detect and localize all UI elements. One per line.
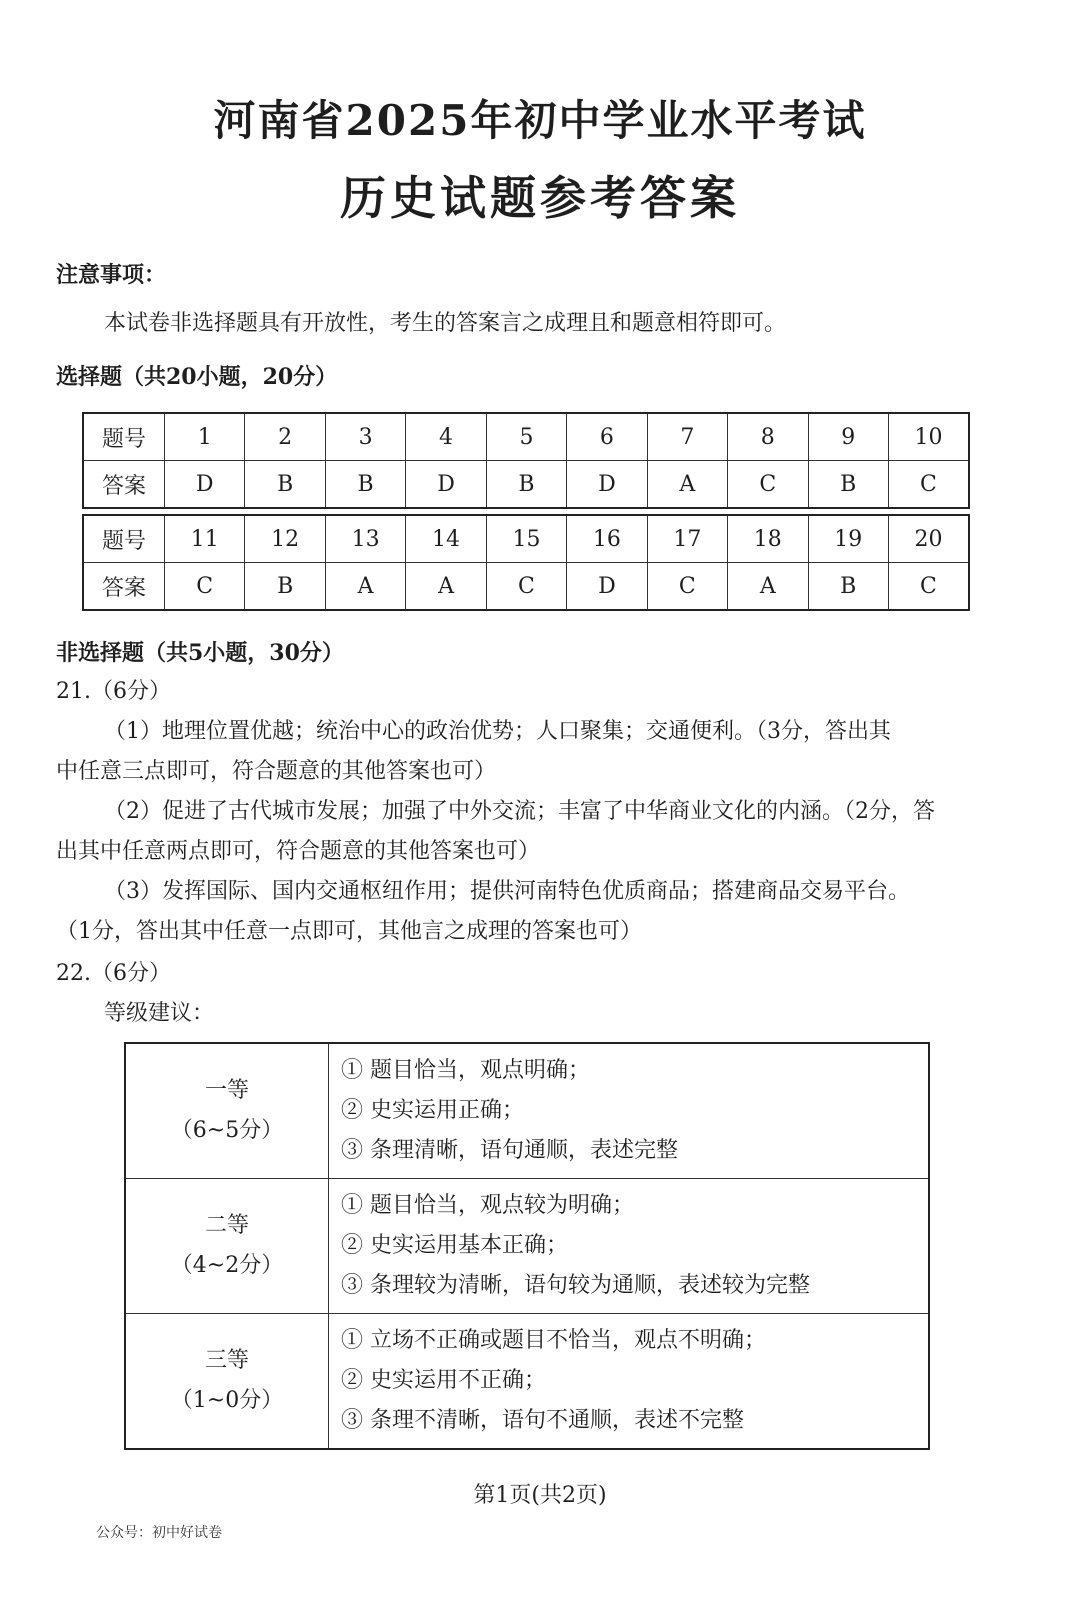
answer-cell: D — [406, 461, 486, 509]
criterion-item: ② 史实运用正确； — [341, 1098, 524, 1123]
question-number-cell: 20 — [888, 515, 969, 563]
answer-cell: D — [567, 563, 647, 611]
question-number-cell: 19 — [808, 515, 888, 563]
question-number-cell: 17 — [647, 515, 727, 563]
grade-criteria — [329, 1314, 930, 1450]
question-number-cell: 6 — [567, 413, 647, 461]
answer-cell: B — [245, 461, 325, 509]
q21-label: 21.（6分） — [56, 679, 171, 704]
grade-name: 二等 — [204, 1213, 249, 1238]
answer-cell: C — [888, 461, 969, 509]
question-number-cell: 4 — [406, 413, 486, 461]
grade-level — [125, 1314, 329, 1450]
grade-score: （4~2分） — [170, 1253, 284, 1278]
grade-criteria — [329, 1179, 930, 1314]
grade-score: （6~5分） — [170, 1118, 284, 1143]
question-number-cell: 5 — [486, 413, 566, 461]
table-row-answers — [83, 563, 969, 611]
grade-criteria — [329, 1043, 930, 1179]
page-number: 第1页(共2页) — [473, 1483, 607, 1508]
question-number-cell: 7 — [647, 413, 727, 461]
exam-subtitle: 历史试题参考答案 — [340, 171, 740, 225]
question-number-cell: 13 — [325, 515, 405, 563]
grade-level — [125, 1179, 329, 1314]
question-number-cell: 14 — [406, 515, 486, 563]
mc-heading: 选择题（共20小题，20分） — [56, 364, 338, 390]
answer-cell: A — [728, 563, 808, 611]
question-number-cell: 9 — [808, 413, 888, 461]
question-number-cell: 15 — [486, 515, 566, 563]
answer-cell: B — [808, 461, 888, 509]
question-number-cell: 12 — [245, 515, 325, 563]
nonmc-heading: 非选择题（共5小题，30分） — [56, 640, 344, 666]
question-number-cell: 8 — [728, 413, 808, 461]
watermark: 公众号：初中好试卷 — [96, 1525, 222, 1541]
grade-name: 三等 — [204, 1348, 249, 1373]
question-number-cell: 2 — [245, 413, 325, 461]
q21-part1-line1: （1）地理位置优越；统治中心的政治优势；人口聚集；交通便利。（3分，答出其 — [104, 719, 891, 744]
answer-cell: B — [808, 563, 888, 611]
answer-cell: C — [728, 461, 808, 509]
criterion-item: ② 史实运用基本正确； — [341, 1233, 568, 1258]
answer-cell: C — [486, 563, 566, 611]
criterion-item: ③ 条理不清晰，语句不通顺，表述不完整 — [341, 1408, 744, 1433]
q21-part1-line2: 中任意三点即可，符合题意的其他答案也可） — [56, 759, 497, 784]
q21-part3-line2: （1分，答出其中任意一点即可，其他言之成理的答案也可） — [56, 919, 642, 944]
notice-heading: 注意事项： — [56, 262, 167, 288]
mc-answer-table-2 — [82, 514, 970, 611]
table-row-numbers — [83, 515, 969, 563]
q21-part3-line1: （3）发挥国际、国内交通枢纽作用；提供河南特色优质商品；搭建商品交易平台。 — [104, 879, 910, 904]
grade-row — [125, 1179, 929, 1314]
answer-cell: C — [888, 563, 969, 611]
criterion-item: ② 史实运用不正确； — [341, 1368, 546, 1393]
criterion-item: ③ 条理清晰，语句通顺，表述完整 — [341, 1138, 678, 1163]
q22-label: 22.（6分） — [56, 961, 171, 986]
answer-cell: A — [647, 461, 727, 509]
answer-cell: D — [567, 461, 647, 509]
answer-cell: B — [325, 461, 405, 509]
answer-cell: D — [165, 461, 245, 509]
answer-cell: C — [647, 563, 727, 611]
answer-cell: C — [165, 563, 245, 611]
answer-cell: B — [486, 461, 566, 509]
criterion-item: ③ 条理较为清晰，语句较为通顺，表述较为完整 — [341, 1273, 810, 1298]
question-number-cell: 10 — [888, 413, 969, 461]
mc-answer-table-1 — [82, 412, 970, 509]
answer-cell: A — [406, 563, 486, 611]
table-row-numbers — [83, 413, 969, 461]
grade-name: 一等 — [204, 1078, 249, 1103]
answer-cell: B — [245, 563, 325, 611]
row-label-question: 题号 — [83, 413, 165, 461]
grade-criteria-table — [124, 1042, 930, 1450]
question-number-cell: 11 — [165, 515, 245, 563]
q21-part2-line2: 出其中任意两点即可，符合题意的其他答案也可） — [56, 839, 541, 864]
criterion-item: ① 题目恰当，观点明确； — [341, 1058, 590, 1083]
question-number-cell: 18 — [728, 515, 808, 563]
question-number-cell: 16 — [567, 515, 647, 563]
table-row-answers — [83, 461, 969, 509]
grade-level — [125, 1043, 329, 1179]
grade-row — [125, 1043, 929, 1179]
question-number-cell: 3 — [325, 413, 405, 461]
notice-text: 本试卷非选择题具有开放性，考生的答案言之成理且和题意相符即可。 — [104, 311, 787, 336]
row-label-answer: 答案 — [83, 563, 165, 611]
row-label-answer: 答案 — [83, 461, 165, 509]
q22-intro: 等级建议： — [104, 1001, 215, 1026]
grade-score: （1~0分） — [170, 1388, 284, 1413]
q21-part2-line1: （2）促进了古代城市发展；加强了中外交流；丰富了中华商业文化的内涵。（2分，答 — [104, 799, 935, 824]
criterion-item: ① 立场不正确或题目不恰当，观点不明确； — [341, 1328, 766, 1353]
question-number-cell: 1 — [165, 413, 245, 461]
answer-cell: A — [325, 563, 405, 611]
grade-row — [125, 1314, 929, 1450]
exam-title: 河南省2025年初中学业水平考试 — [213, 96, 867, 145]
criterion-item: ① 题目恰当，观点较为明确； — [341, 1193, 634, 1218]
row-label-question: 题号 — [83, 515, 165, 563]
